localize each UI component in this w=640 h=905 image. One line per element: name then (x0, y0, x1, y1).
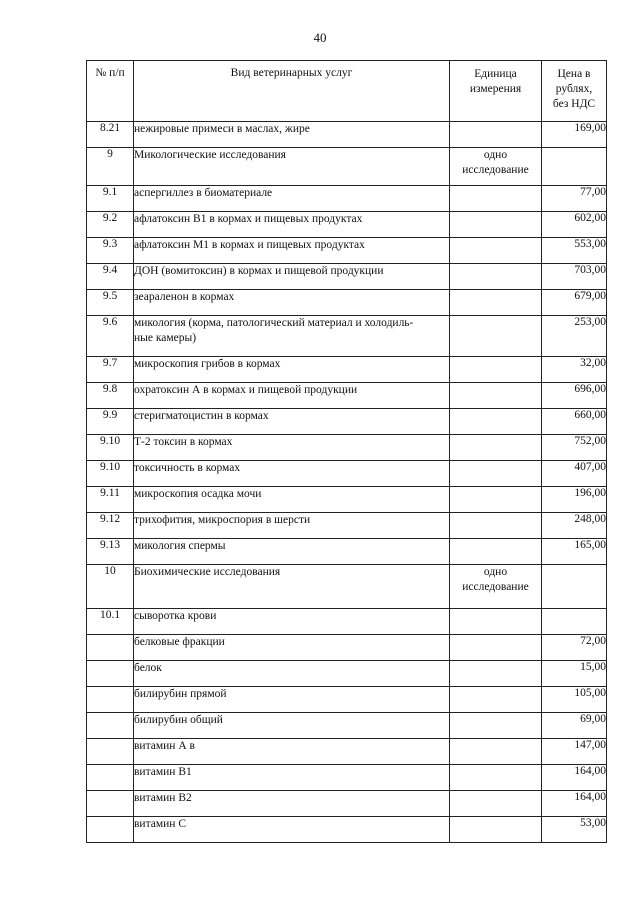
header-price-line: без НДС (552, 98, 596, 110)
unit-cell (450, 487, 542, 513)
row-number (87, 661, 134, 687)
unit-cell (450, 264, 542, 290)
price-cell: 553,00 (542, 238, 607, 264)
unit-cell (450, 513, 542, 539)
price-cell (542, 148, 607, 186)
price-cell: 196,00 (542, 487, 607, 513)
unit-cell (450, 539, 542, 565)
service-name: белок (134, 661, 450, 687)
unit-cell (450, 461, 542, 487)
row-number (87, 765, 134, 791)
service-name: аспергиллез в биоматериале (134, 186, 450, 212)
table-row (87, 435, 607, 461)
row-number: 9.3 (87, 238, 134, 264)
unit-cell (450, 383, 542, 409)
price-cell: 53,00 (542, 817, 607, 843)
page-number: 40 (313, 30, 327, 45)
service-name: билирубин прямой (134, 687, 450, 713)
service-name: билирубин общий (134, 713, 450, 739)
row-number (87, 687, 134, 713)
row-number: 9.10 (87, 435, 134, 461)
row-number: 9.9 (87, 409, 134, 435)
table-row (87, 565, 607, 609)
table-row (87, 817, 607, 843)
price-cell: 703,00 (542, 264, 607, 290)
row-number: 9.1 (87, 186, 134, 212)
service-name: афлатоксин В1 в кормах и пищевых продуктах (134, 212, 450, 238)
table-row (87, 713, 607, 739)
table-row (87, 513, 607, 539)
unit-cell (450, 661, 542, 687)
header-unit-line: Единица (474, 68, 517, 80)
price-cell: 15,00 (542, 661, 607, 687)
table-row (87, 212, 607, 238)
header-unit (450, 61, 542, 122)
unit-cell (450, 791, 542, 817)
unit-cell (450, 739, 542, 765)
service-name: микроскопия осадка мочи (134, 487, 450, 513)
table-row (87, 739, 607, 765)
price-cell: 407,00 (542, 461, 607, 487)
price-cell: 248,00 (542, 513, 607, 539)
row-number (87, 817, 134, 843)
service-name: витамин В1 (134, 765, 450, 791)
unit-cell (450, 609, 542, 635)
table-row (87, 765, 607, 791)
price-cell (542, 609, 607, 635)
table-row (87, 316, 607, 357)
service-name (134, 316, 450, 357)
price-cell: 752,00 (542, 435, 607, 461)
table-row (87, 383, 607, 409)
service-name: нежировые примеси в маслах, жире (134, 122, 450, 148)
price-cell: 32,00 (542, 357, 607, 383)
price-cell: 164,00 (542, 791, 607, 817)
price-cell: 164,00 (542, 765, 607, 791)
header-number: № п/п (87, 61, 134, 122)
unit-cell (450, 122, 542, 148)
service-name: Т-2 токсин в кормах (134, 435, 450, 461)
unit-cell (450, 565, 542, 609)
table-row (87, 609, 607, 635)
service-name: витамин С (134, 817, 450, 843)
unit-line: одно (483, 566, 508, 578)
row-number: 10 (87, 565, 134, 609)
price-cell: 253,00 (542, 316, 607, 357)
table-row (87, 635, 607, 661)
price-cell: 660,00 (542, 409, 607, 435)
unit-cell (450, 713, 542, 739)
service-name: афлатоксин М1 в кормах и пищевых продуктах (134, 238, 450, 264)
service-name: токсичность в кормах (134, 461, 450, 487)
row-number: 9.11 (87, 487, 134, 513)
row-number: 9.13 (87, 539, 134, 565)
row-number: 9.8 (87, 383, 134, 409)
table-row (87, 148, 607, 186)
unit-cell (450, 316, 542, 357)
row-number: 9.2 (87, 212, 134, 238)
price-cell: 147,00 (542, 739, 607, 765)
row-number (87, 791, 134, 817)
unit-cell (450, 765, 542, 791)
unit-cell (450, 687, 542, 713)
row-number: 8.21 (87, 122, 134, 148)
table-row (87, 687, 607, 713)
unit-line: исследование (462, 164, 529, 176)
unit-cell (450, 357, 542, 383)
row-number: 9 (87, 148, 134, 186)
row-number: 9.10 (87, 461, 134, 487)
unit-cell (450, 435, 542, 461)
service-name: трихофития, микроспория в шерсти (134, 513, 450, 539)
price-cell: 72,00 (542, 635, 607, 661)
row-number (87, 739, 134, 765)
table-header-row (87, 61, 607, 122)
row-number: 10.1 (87, 609, 134, 635)
service-name: ДОН (вомитоксин) в кормах и пищевой продукции (134, 264, 450, 290)
unit-cell (450, 817, 542, 843)
table-row (87, 357, 607, 383)
price-cell: 696,00 (542, 383, 607, 409)
row-number: 9.7 (87, 357, 134, 383)
service-name: зеараленон в кормах (134, 290, 450, 316)
table-row (87, 238, 607, 264)
service-name: белковые фракции (134, 635, 450, 661)
price-cell: 77,00 (542, 186, 607, 212)
header-service: Вид ветеринарных услуг (134, 61, 450, 122)
unit-cell (450, 409, 542, 435)
unit-cell (450, 148, 542, 186)
price-cell: 105,00 (542, 687, 607, 713)
header-price (542, 61, 607, 122)
row-number: 9.4 (87, 264, 134, 290)
price-cell: 69,00 (542, 713, 607, 739)
price-cell: 679,00 (542, 290, 607, 316)
row-number: 9.5 (87, 290, 134, 316)
unit-cell (450, 290, 542, 316)
service-name: стеригматоцистин в кормах (134, 409, 450, 435)
service-name: витамин В2 (134, 791, 450, 817)
price-cell: 602,00 (542, 212, 607, 238)
header-unit-line: измерения (469, 83, 522, 95)
service-name: сыворотка крови (134, 609, 450, 635)
service-name-line: ные камеры) (134, 332, 197, 344)
unit-cell (450, 238, 542, 264)
header-price-line: Цена в (557, 68, 591, 80)
row-number (87, 713, 134, 739)
table-row (87, 461, 607, 487)
table-row (87, 791, 607, 817)
row-number: 9.12 (87, 513, 134, 539)
service-name: микология спермы (134, 539, 450, 565)
row-number (87, 635, 134, 661)
service-name-line: микология (корма, патологический материал и холодиль- (134, 317, 414, 329)
row-number: 9.6 (87, 316, 134, 357)
table-row (87, 290, 607, 316)
price-table (86, 60, 607, 843)
unit-cell (450, 186, 542, 212)
table-row (87, 122, 607, 148)
header-price-line: рублях, (555, 83, 593, 95)
section-title: Биохимические исследования (134, 565, 450, 609)
service-name: микроскопия грибов в кормах (134, 357, 450, 383)
unit-line: исследование (462, 581, 529, 593)
unit-line: одно (483, 149, 508, 161)
service-name: витамин А в (134, 739, 450, 765)
price-cell (542, 565, 607, 609)
table-row (87, 539, 607, 565)
table-row (87, 409, 607, 435)
table-row (87, 264, 607, 290)
price-cell: 165,00 (542, 539, 607, 565)
price-cell: 169,00 (542, 122, 607, 148)
table-row (87, 186, 607, 212)
table-row (87, 661, 607, 687)
table-row (87, 487, 607, 513)
unit-cell (450, 635, 542, 661)
section-title: Микологические исследования (134, 148, 450, 186)
unit-cell (450, 212, 542, 238)
service-name: охратоксин А в кормах и пищевой продукции (134, 383, 450, 409)
